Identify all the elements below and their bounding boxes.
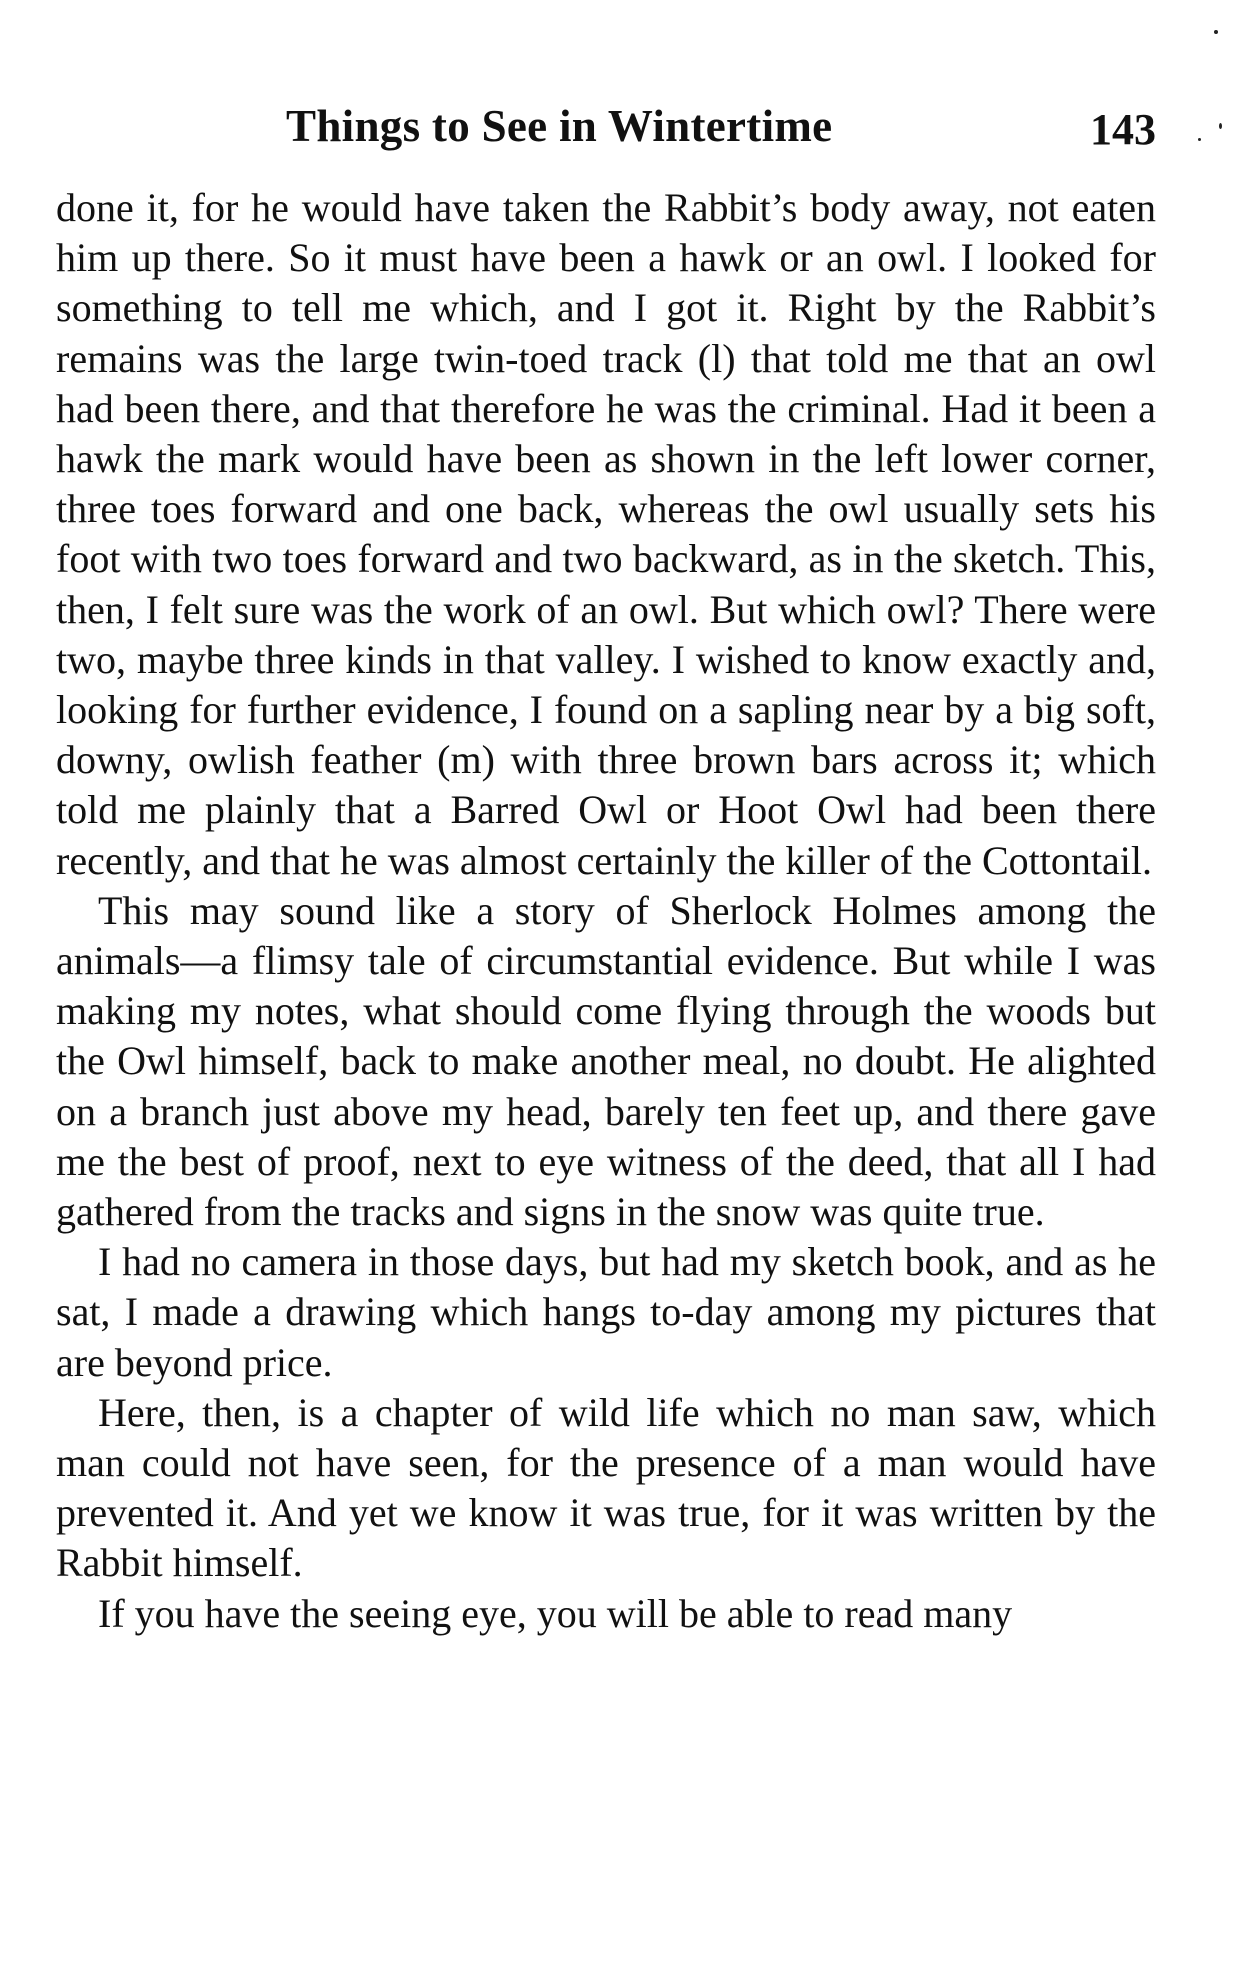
running-head: [56, 100, 1156, 160]
body-text: [56, 183, 1156, 1639]
paragraph-4: Here, then, is a chapter of wild life which no man saw, which man could not have seen, for the presence of a man would have prevented it. And yet we know it was true, for it was written by the Rabbit himself.: [56, 1389, 1156, 1586]
running-title: Things to See in Wintertime: [286, 101, 833, 151]
page-number: 143: [1090, 105, 1156, 154]
paragraph-2: This may sound like a story of Sherlock Holmes among the animals—a flimsy tale of circumstantial evidence. But while I was making my notes, what should come flying through the woods but the Owl himself, back to make another meal, no doubt. He alighted on a branch just above my head, barely ten feet up, and there gave me the best of proof, next to eye witness of the deed, that all I had gathered from the tracks and signs in the snow was quite true.: [56, 887, 1156, 1235]
scan-speck: [1214, 30, 1218, 34]
paragraph-1: done it, for he would have taken the Rabbit’s body away, not eaten him up there. So it must have been a hawk or an owl. I looked for something to tell me which, and I got it. Right by the Rabbit’s remains was the large twin-toed track (l) that told me that an owl had been there, and that therefore he was the criminal. Had it been a hawk the mark would have been as shown in the left lower corner, three toes forward and one back, whereas the owl usually sets his foot with two toes forward and two backward, as in the sketch. This, then, I felt sure was the work of an owl. But which owl? There were two, maybe three kinds in that valley. I wished to know exactly and, looking for further evidence, I found on a sapling near by a big soft, downy, owlish feather (m) with three brown bars across it; which told me plainly that a Barred Owl or Hoot Owl had been there recently, and that he was almost certainly the killer of the Cottontail.: [56, 185, 1156, 883]
paragraph-5: If you have the seeing eye, you will be able to read many: [98, 1590, 1013, 1636]
scan-speck: [1219, 123, 1222, 129]
scan-speck: [1198, 138, 1201, 141]
paragraph-3: I had no camera in those days, but had my sketch book, and as he sat, I made a drawing which hangs to-day among my pictures that are beyond price.: [56, 1239, 1156, 1385]
